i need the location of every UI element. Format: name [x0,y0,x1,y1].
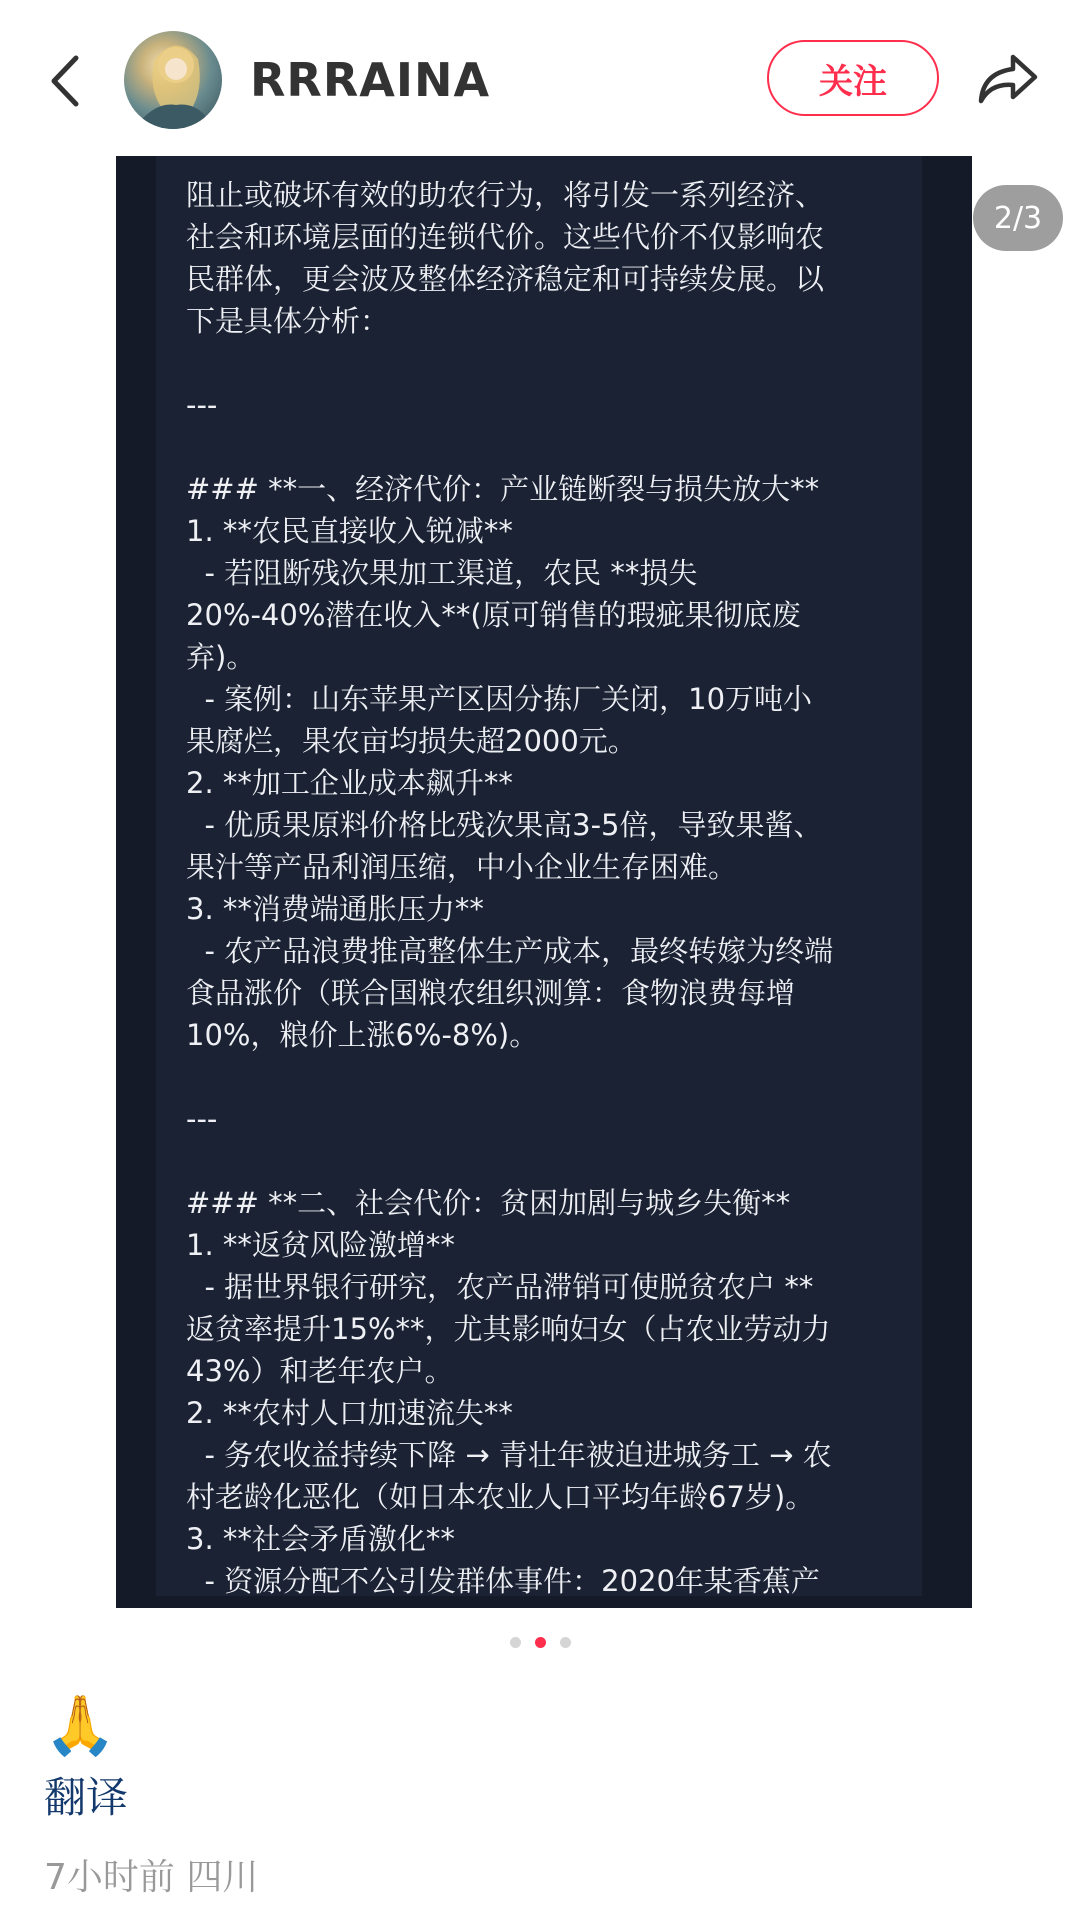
praying-hands-emoji: 🙏 [44,1691,117,1759]
image-carousel[interactable] [116,156,972,1608]
carousel-dots [0,1632,1080,1652]
top-bar [0,0,1080,160]
post-meta: 7小时前 四川 [44,1857,259,1898]
username[interactable]: RRRAINA [250,53,491,107]
carousel-dot-3[interactable] [560,1637,571,1648]
carousel-dot-1[interactable] [510,1637,521,1648]
back-button[interactable] [40,42,90,120]
translate-link[interactable]: 翻译 [44,1773,129,1822]
avatar-image [124,31,222,129]
carousel-dot-2[interactable] [535,1637,546,1648]
follow-button[interactable]: 关注 [767,40,939,116]
page-indicator: 2/3 [973,185,1063,251]
share-arrow-icon [977,53,1039,105]
share-button[interactable] [975,48,1041,110]
chevron-left-icon [50,55,80,107]
avatar[interactable] [124,31,222,129]
screenshot-text: 阻止或破坏有效的助农行为，将引发一系列经济、 社会和环境层面的连锁代价。这些代价不仅影响农 民群体，更会波及整体经济稳定和可持续发展。以 下是具体分析： --- ### **一、经济代价：产业链断裂与损失放大** 1. **农民直接收入锐减** - 若阻断残次果加工渠道，农民 **损失 20%-40%潜在收入**(原可销售的瑕疵果彻底废 弃)。 - 案例：山东苹果产区因分拣厂关闭，10万吨小 果腐烂，果农亩均损失超2000元。 2. **加工企业成本飙升** - 优质果原料价格比残次果高3-5倍，导致果酱、 果汁等产品利润压缩，中小企业生存困难。 3. **消费端通胀压力** - 农产品浪费推高整体生产成本，最终转嫁为终端 食品涨价（联合国粮农组织测算：食物浪费每增 10%，粮价上涨6%-8%)。 --- ### **二、社会代价：贫困加剧与城乡失衡** 1. **返贫风险激增** - 据世界银行研究，农产品滞销可使脱贫农户 ** 返贫率提升15%**，尤其影响妇女（占农业劳动力 43%）和老年农户。 2. **农村人口加速流失** - 务农收益持续下降 → 青壮年被迫进城务工 → 农 村老龄化恶化（如日本农业人口平均年龄67岁)。 3. **社会矛盾激化** - 资源分配不公引发群体事件：2020年某香蕉产 [186,178,834,1598]
